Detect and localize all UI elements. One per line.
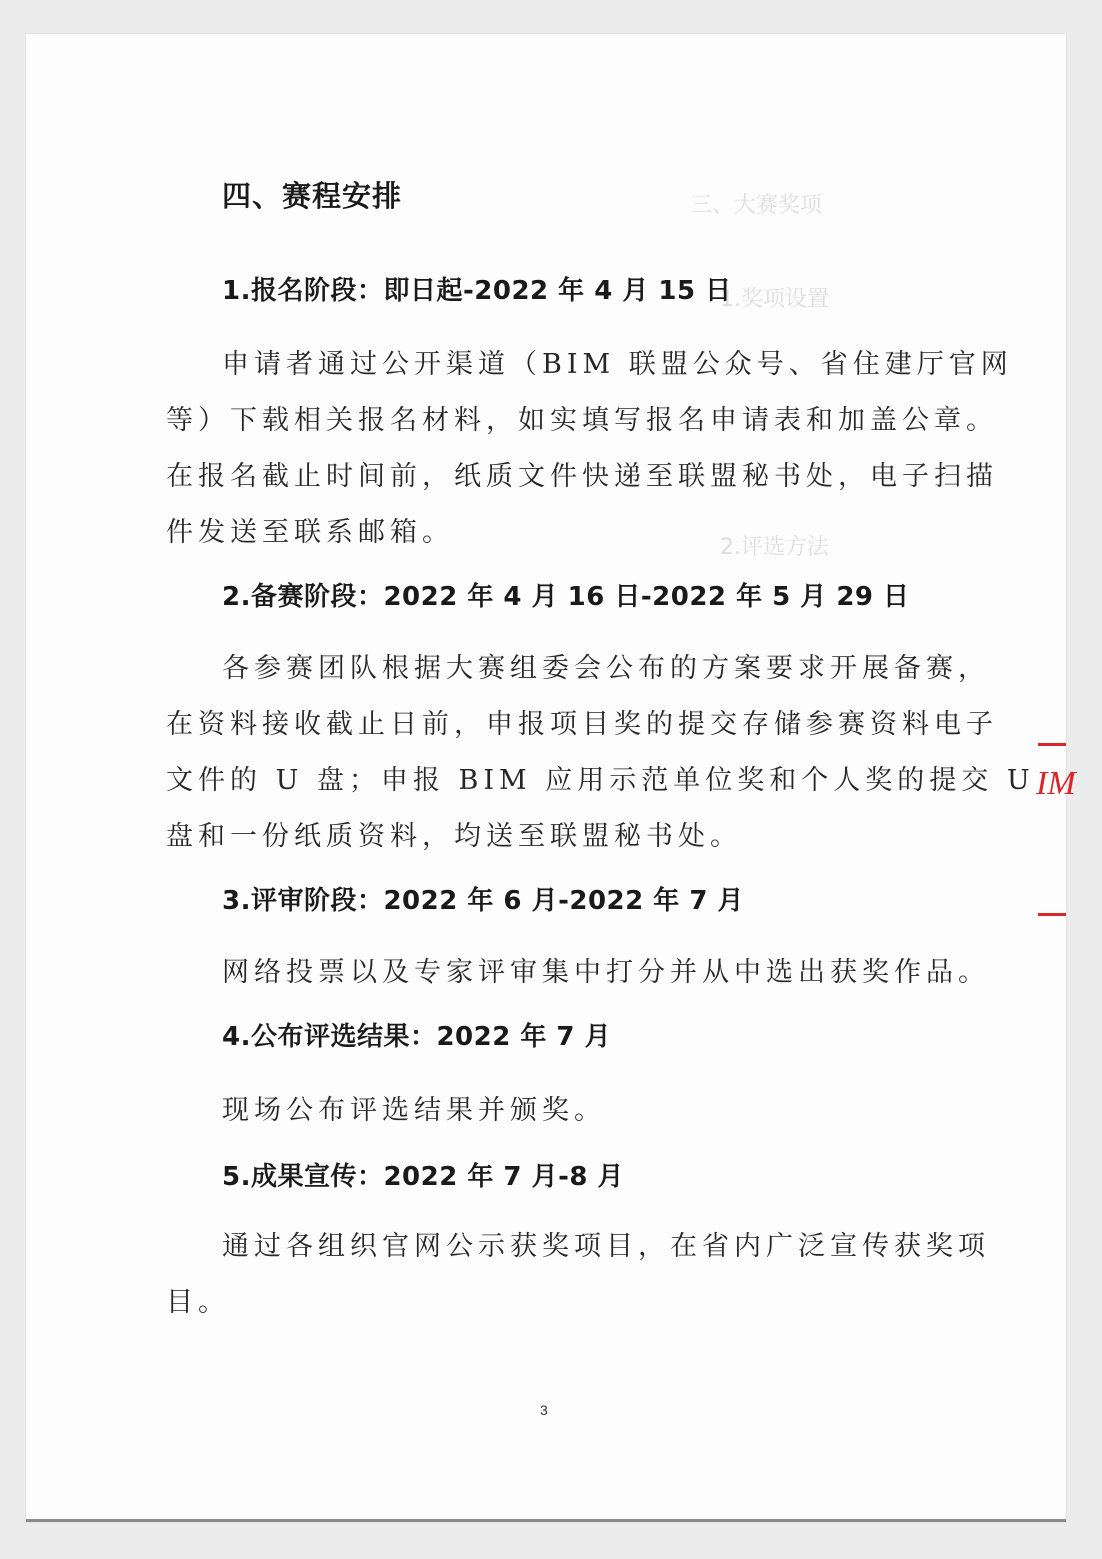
paragraph-line: 在报名截止时间前，纸质文件快递至联盟秘书处，电子扫描 bbox=[166, 461, 998, 492]
paragraph-line: 各参赛团队根据大赛组委会公布的方案要求开展备赛， bbox=[222, 653, 990, 684]
section-title: 四、赛程安排 bbox=[222, 179, 403, 213]
stamp-line bbox=[1038, 743, 1066, 746]
paragraph-line: 现场公布评选结果并颁奖。 bbox=[222, 1095, 606, 1126]
stage-heading: 4.公布评选结果：2022 年 7 月 bbox=[222, 1022, 612, 1052]
stage-heading: 5.成果宣传：2022 年 7 月-8 月 bbox=[222, 1162, 625, 1192]
paragraph-line: 目。 bbox=[166, 1287, 230, 1318]
paragraph-line: 通过各组织官网公示获奖项目，在省内广泛宣传获奖项 bbox=[222, 1231, 990, 1262]
stamp-line bbox=[1038, 913, 1066, 916]
bleed-through-text: 三、大赛奖项 bbox=[690, 193, 823, 218]
paragraph-line: 网络投票以及专家评审集中打分并从中选出获奖作品。 bbox=[222, 957, 990, 988]
paragraph-line: 申请者通过公开渠道（BIM 联盟公众号、省住建厅官网 bbox=[222, 349, 1013, 380]
paragraph-line: 文件的 U 盘；申报 BIM 应用示范单位奖和个人奖的提交 U bbox=[166, 765, 1035, 796]
bleed-through-text: 2.评选方法 bbox=[720, 535, 829, 560]
paragraph-line: 在资料接收截止日前，申报项目奖的提交存储参赛资料电子 bbox=[166, 709, 998, 740]
page-number: 3 bbox=[540, 1402, 548, 1418]
paragraph-line: 等）下载相关报名材料，如实填写报名申请表和加盖公章。 bbox=[166, 405, 998, 436]
paragraph-line: 件发送至联系邮箱。 bbox=[166, 517, 454, 548]
seal-stamp-fragment bbox=[1032, 735, 1076, 925]
stage-heading: 1.报名阶段：即日起-2022 年 4 月 15 日 bbox=[222, 276, 732, 306]
bleed-through-text: 1.奖项设置 bbox=[720, 287, 829, 312]
paragraph-line: 盘和一份纸质资料，均送至联盟秘书处。 bbox=[166, 821, 742, 852]
stage-heading: 2.备赛阶段：2022 年 4 月 16 日-2022 年 5 月 29 日 bbox=[222, 582, 910, 612]
stamp-text: IM bbox=[1036, 765, 1076, 802]
stage-heading: 3.评审阶段：2022 年 6 月-2022 年 7 月 bbox=[222, 886, 744, 916]
page-bottom-border bbox=[26, 1519, 1066, 1522]
